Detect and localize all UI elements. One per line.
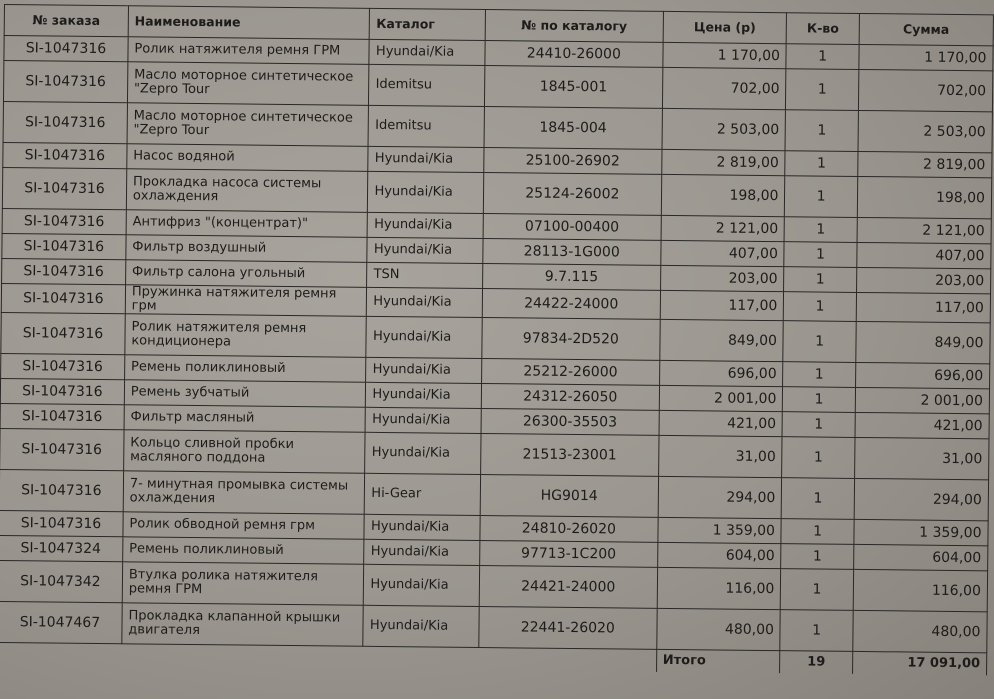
cell-catalog: Idemitsu — [369, 64, 485, 106]
total-qty: 19 — [780, 651, 852, 674]
cell-sum: 480,00 — [853, 610, 988, 652]
cell-order: SI-1047342 — [0, 560, 123, 602]
cell-qty: 1 — [781, 569, 854, 611]
cell-catalog: Hyundai/Kia — [364, 514, 480, 540]
cell-name: Ролик натяжителя ремня ГРМ — [128, 37, 370, 65]
cell-catno: 97834-2D520 — [482, 318, 660, 361]
cell-catno: 1845-004 — [484, 107, 662, 150]
cell-price: 294,00 — [658, 476, 782, 518]
cell-sum: 2 001,00 — [855, 387, 990, 413]
cell-catno: 07100-00400 — [483, 214, 661, 241]
cell-order: SI-1047316 — [1, 283, 125, 313]
cell-name: Прокладка клапанной крышки двигателя — [122, 603, 364, 647]
cell-qty: 1 — [782, 478, 855, 520]
cell-catno: 26300-35503 — [481, 409, 659, 436]
cell-catalog: Hyundai/Kia — [364, 539, 480, 565]
cell-price: 480,00 — [656, 608, 780, 650]
cell-name: Фильтр масляный — [124, 405, 366, 433]
header-catno: № по каталогу — [485, 10, 663, 43]
cell-price: 203,00 — [660, 265, 784, 291]
cell-price: 198,00 — [661, 174, 785, 216]
cell-catno: 21513-23001 — [481, 434, 659, 477]
cell-name: Фильтр салона угольный — [125, 260, 367, 288]
cell-name: Ролик обводной ремня грм — [123, 512, 365, 540]
cell-qty: 1 — [783, 321, 856, 363]
cell-name: Кольцо сливной пробки масляного поддона — [123, 430, 365, 474]
cell-price: 31,00 — [658, 435, 782, 477]
cell-catalog: Hyundai/Kia — [368, 146, 484, 172]
cell-sum: 421,00 — [855, 412, 990, 438]
cell-qty: 1 — [783, 362, 856, 388]
cell-order: SI-1047316 — [2, 233, 126, 259]
cell-qty: 1 — [782, 437, 855, 479]
cell-catalog: Idemitsu — [368, 105, 484, 147]
cell-catalog: Hyundai/Kia — [363, 605, 479, 647]
cell-order: SI-1047316 — [1, 312, 125, 354]
cell-name: Ролик натяжителя ремня кондиционера — [125, 314, 367, 358]
cell-qty: 1 — [783, 387, 856, 413]
cell-name: Насос водяной — [127, 144, 369, 172]
cell-name: Ремень зубчатый — [124, 380, 366, 408]
cell-sum: 604,00 — [853, 544, 988, 570]
cell-qty: 1 — [784, 292, 857, 322]
cell-name: Пружинка натяжителя ремня грм — [125, 285, 367, 317]
cell-price: 2 121,00 — [661, 215, 785, 241]
cell-sum: 198,00 — [857, 176, 992, 218]
cell-order: SI-1047316 — [1, 353, 125, 379]
cell-catalog: Hyundai/Kia — [365, 407, 481, 433]
cell-order: SI-1047316 — [0, 428, 124, 470]
header-sum: Сумма — [859, 13, 994, 45]
cell-price: 421,00 — [659, 410, 783, 436]
cell-sum: 294,00 — [854, 478, 989, 520]
cell-price: 702,00 — [662, 67, 786, 109]
cell-sum: 31,00 — [854, 437, 989, 479]
cell-catalog: Hyundai/Kia — [366, 382, 482, 408]
cell-order: SI-1047467 — [0, 601, 122, 643]
cell-price: 2 819,00 — [661, 149, 785, 175]
cell-catalog: Hi-Gear — [365, 473, 481, 515]
cell-catno: 24312-26050 — [481, 384, 659, 411]
cell-qty: 1 — [785, 217, 858, 243]
cell-sum: 203,00 — [856, 267, 991, 293]
cell-catno: 25124-26002 — [483, 173, 661, 216]
header-price: Цена (р) — [663, 11, 787, 43]
cell-sum: 1 359,00 — [854, 519, 989, 545]
cell-order: SI-1047316 — [2, 258, 126, 284]
cell-qty: 1 — [780, 610, 853, 652]
cell-order: SI-1047324 — [0, 535, 123, 561]
cell-order: SI-1047316 — [2, 167, 126, 209]
cell-catno: 24810-26020 — [480, 516, 658, 543]
cell-price: 849,00 — [659, 319, 783, 361]
cell-sum: 116,00 — [853, 569, 988, 611]
cell-qty: 1 — [785, 176, 858, 218]
cell-catalog: Hyundai/Kia — [369, 39, 485, 65]
cell-catalog: Hyundai/Kia — [365, 432, 481, 474]
cell-catalog: Hyundai/Kia — [364, 564, 480, 606]
cell-qty: 1 — [785, 151, 858, 177]
cell-price: 117,00 — [660, 290, 784, 320]
cell-sum: 702,00 — [858, 69, 993, 111]
cell-order: SI-1047316 — [0, 469, 123, 511]
cell-price: 2 001,00 — [659, 385, 783, 411]
cell-price: 116,00 — [657, 567, 781, 609]
cell-order: SI-1047316 — [0, 378, 124, 404]
cell-catno: 97713-1C200 — [480, 541, 658, 568]
cell-order: SI-1047316 — [3, 61, 127, 103]
cell-order: SI-1047316 — [3, 142, 127, 168]
cell-catalog: Hyundai/Kia — [367, 287, 483, 317]
cell-name: Антифриз "(концентрат)" — [126, 210, 368, 238]
cell-order: SI-1047316 — [3, 101, 127, 143]
cell-name: Ремень поликлиновый — [124, 355, 366, 383]
cell-price: 1 170,00 — [662, 42, 786, 68]
cell-catalog: Hyundai/Kia — [367, 237, 483, 263]
cell-qty: 1 — [782, 412, 855, 438]
cell-catalog: Hyundai/Kia — [368, 212, 484, 238]
cell-price: 696,00 — [659, 360, 783, 386]
cell-name: 7- минутная промывка системы охлаждения — [123, 471, 365, 515]
header-name: Наименование — [128, 6, 370, 40]
cell-sum: 117,00 — [856, 292, 991, 322]
cell-catno: 25100-26902 — [484, 148, 662, 175]
cell-catalog: TSN — [367, 262, 483, 288]
total-sum: 17 091,00 — [852, 651, 986, 675]
cell-qty: 1 — [786, 69, 859, 111]
cell-catno: 24410-26000 — [485, 41, 663, 68]
cell-catno: 1845-001 — [484, 66, 662, 109]
cell-catno: 9.7.115 — [483, 264, 661, 291]
header-catalog: Каталог — [370, 8, 486, 40]
cell-qty: 1 — [786, 44, 859, 70]
cell-catno: 25212-26000 — [482, 359, 660, 386]
cell-catalog: Hyundai/Kia — [366, 357, 482, 383]
cell-catalog: Hyundai/Kia — [368, 171, 484, 213]
header-qty: К-во — [787, 13, 860, 45]
cell-catno: 24422-24000 — [482, 289, 660, 320]
cell-catno: 24421-24000 — [479, 566, 657, 609]
cell-order: SI-1047316 — [2, 208, 126, 234]
cell-price: 2 503,00 — [662, 108, 786, 150]
cell-qty: 1 — [785, 110, 858, 152]
cell-price: 1 359,00 — [658, 517, 782, 543]
cell-sum: 2 503,00 — [858, 110, 993, 152]
cell-catno: HG9014 — [480, 475, 658, 518]
cell-order: SI-1047316 — [4, 36, 128, 62]
header-order: № заказа — [4, 5, 128, 37]
cell-catno: 28113-1G000 — [483, 239, 661, 266]
cell-qty: 1 — [781, 544, 854, 570]
cell-sum: 2 121,00 — [857, 217, 992, 243]
cell-name: Фильтр воздушный — [126, 235, 368, 263]
cell-qty: 1 — [784, 242, 857, 268]
cell-qty: 1 — [781, 519, 854, 545]
cell-price: 407,00 — [660, 240, 784, 266]
cell-name: Прокладка насоса системы охлаждения — [126, 169, 368, 213]
cell-sum: 849,00 — [856, 321, 991, 363]
cell-name: Ремень поликлиновый — [123, 537, 365, 565]
cell-sum: 1 170,00 — [859, 44, 994, 70]
cell-qty: 1 — [784, 267, 857, 293]
cell-catno: 22441-26020 — [479, 607, 657, 650]
cell-name: Масло моторное синтетическое "Zepro Tour — [127, 103, 369, 147]
order-items-table — [0, 4, 994, 675]
cell-sum: 2 819,00 — [857, 151, 992, 177]
cell-name: Масло моторное синтетическое "Zepro Tour — [127, 62, 369, 106]
cell-sum: 696,00 — [855, 362, 990, 388]
cell-name: Втулка ролика натяжителя ремня ГРМ — [122, 562, 364, 606]
cell-sum: 407,00 — [857, 242, 992, 268]
cell-price: 604,00 — [657, 542, 781, 568]
cell-catalog: Hyundai/Kia — [366, 316, 482, 358]
cell-order: SI-1047316 — [0, 403, 124, 429]
cell-order: SI-1047316 — [0, 510, 123, 536]
total-label: Итого — [656, 649, 780, 673]
